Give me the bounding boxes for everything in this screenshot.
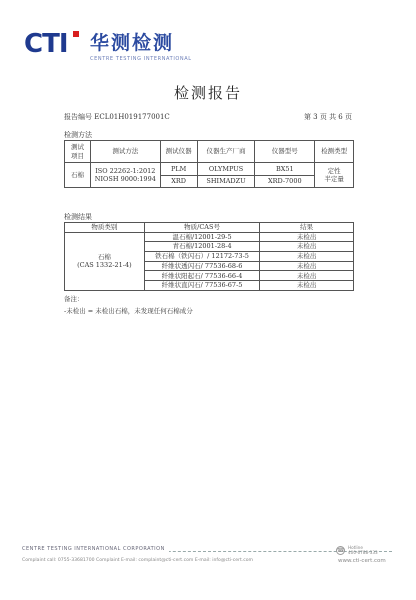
notes-label: 备注： — [64, 295, 84, 303]
notes-text: -未检出 = 未检出石棉，未发现任何石棉成分 — [64, 307, 193, 315]
header-instrument: 测试仪器 — [160, 141, 197, 163]
footer-website: www.cti-cert.com — [338, 558, 386, 564]
test-type: 半定量 — [324, 175, 344, 183]
category-cas: (CAS 1332-21-4) — [77, 261, 132, 270]
footer-contact: Complaint call: 0755-33681700 Complaint E-mail: complaint@cti-cert.com E-mail: info@cti-cert.com — [22, 558, 254, 563]
company-logo — [24, 30, 224, 64]
substance: 纤维状阳起石/ 77536-66-4 — [144, 271, 260, 281]
result: 未检出 — [260, 271, 354, 281]
maker: SHIMADZU — [197, 175, 255, 188]
table-row — [65, 232, 354, 242]
test-type-cell — [315, 163, 354, 188]
page-number: 第 3 页 共 6 页 — [303, 113, 352, 121]
header-result: 结果 — [260, 223, 354, 233]
header-type: 检测类型 — [315, 141, 354, 163]
instrument: PLM — [160, 163, 197, 176]
phone-icon: ☎ — [337, 547, 345, 554]
hotline-number: 400-6788-333 — [348, 550, 378, 555]
results-header-row — [65, 223, 354, 233]
test-method: NIOSH 9000:1994 — [94, 175, 156, 183]
header-substance: 物质/CAS号 — [144, 223, 260, 233]
logo-english-name: CENTRE TESTING INTERNATIONAL — [90, 56, 192, 62]
results-section-label: 检测结果 — [64, 213, 92, 221]
substance: 纤维状直闪石/ 77536-67-5 — [144, 281, 260, 291]
header-model: 仪器型号 — [255, 141, 315, 163]
footer-organization: CENTRE TESTING INTERNATIONAL CORPORATION — [22, 546, 169, 552]
results-table — [64, 222, 354, 291]
substance-category — [65, 232, 145, 290]
hotline-label: Hotline — [348, 545, 363, 550]
result: 未检出 — [260, 232, 354, 242]
test-type: 定性 — [327, 166, 341, 175]
substance: 青石棉/12001-28-4 — [144, 242, 260, 252]
page-title: 检测报告 — [173, 84, 242, 102]
result: 未检出 — [260, 261, 354, 271]
header-category: 物质类别 — [65, 223, 145, 233]
instrument: XRD — [160, 175, 197, 188]
result: 未检出 — [260, 281, 354, 291]
maker: OLYMPUS — [197, 163, 255, 176]
logo-dot-icon — [73, 31, 79, 37]
methods-table — [64, 140, 354, 188]
model: XRD-7000 — [255, 175, 315, 188]
footer-hotline-block — [348, 545, 378, 555]
substance: 温石棉/12001-29-5 — [144, 232, 260, 242]
result: 未检出 — [260, 252, 354, 262]
table-row — [65, 163, 354, 176]
test-item: 石棉 — [65, 163, 91, 188]
header-maker: 仪器生产厂商 — [197, 141, 255, 163]
substance: 纤维状透闪石/ 77536-68-6 — [144, 261, 260, 271]
methods-section-label: 检测方法 — [64, 131, 92, 139]
test-method: ISO 22262-1:2012 — [95, 166, 156, 175]
result: 未检出 — [260, 242, 354, 252]
report-number: 报告编号 ECL01H019177001C — [64, 113, 170, 121]
model: BX51 — [255, 163, 315, 176]
test-method-cell — [90, 163, 160, 188]
substance: 铁石棉（铁闪石）/ 12172-73-5 — [144, 252, 260, 262]
header-test-method: 测试方法 — [90, 141, 160, 163]
category-name: 石棉 — [97, 252, 111, 261]
header-test-item: 测试项目 — [65, 141, 91, 163]
logo-chinese-name: 华测检测 — [90, 32, 175, 54]
logo-mark: CTI — [24, 29, 68, 59]
methods-header-row — [65, 141, 354, 163]
